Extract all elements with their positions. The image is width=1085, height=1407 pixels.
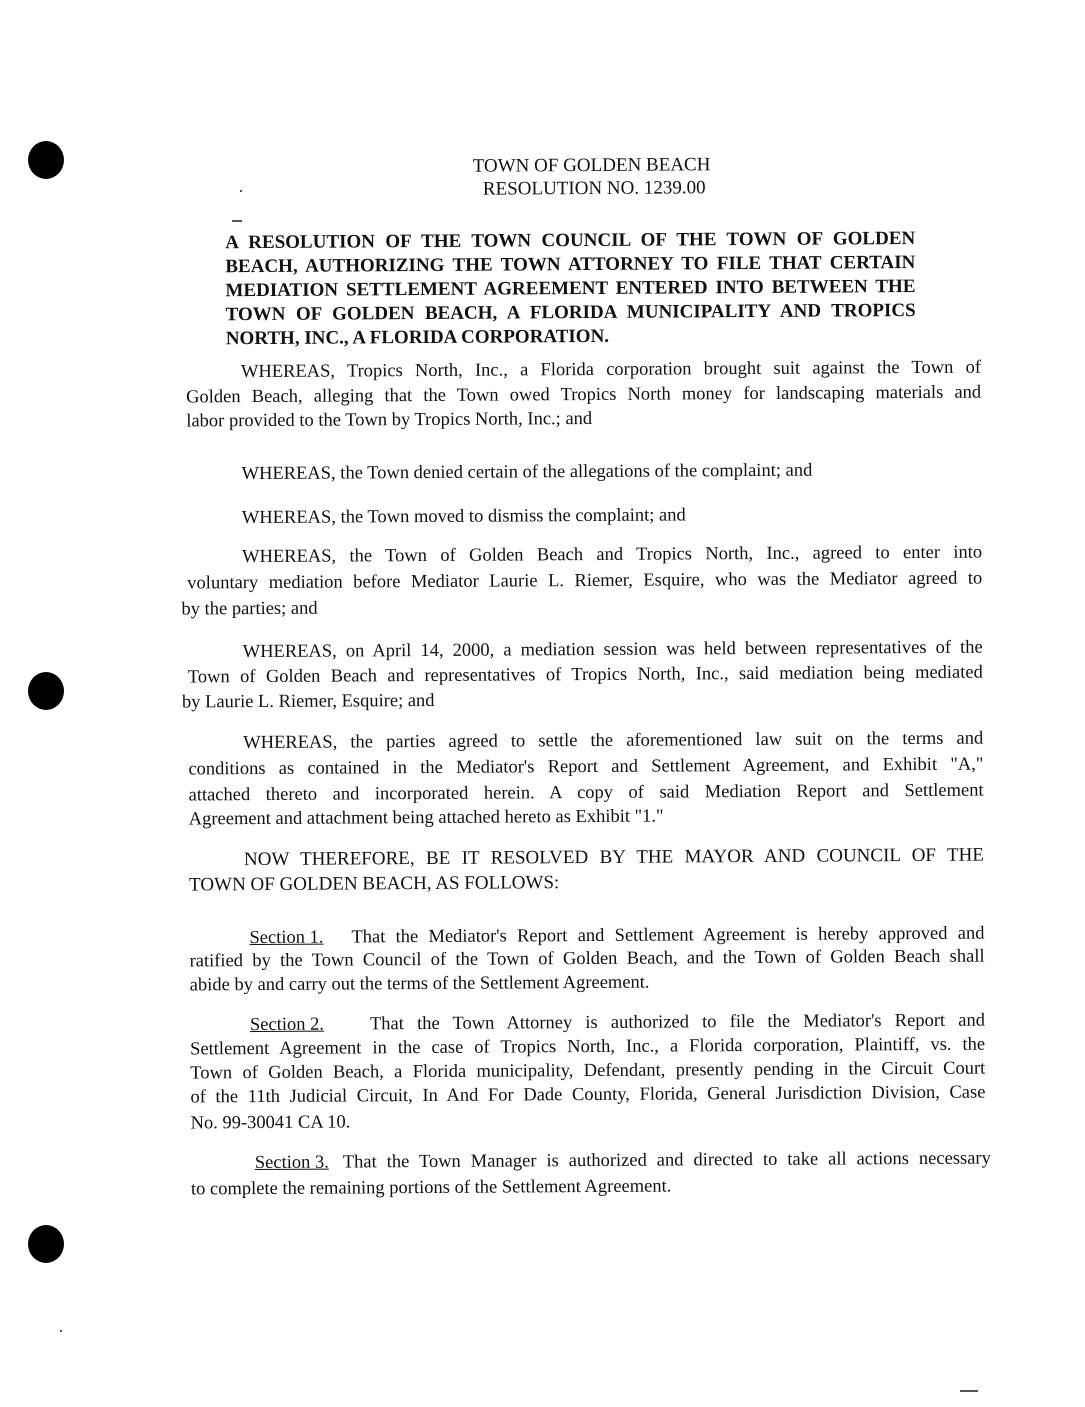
- title-line: TOWN OF GOLDEN BEACH, A FLORIDA MUNICIPALITY AND TROPICS: [225, 300, 916, 326]
- section-label: [249, 927, 323, 949]
- whereas-line: by the parties; and: [181, 598, 318, 620]
- whereas-line: WHEREAS, the Town of Golden Beach and Tropics North, Inc., agreed to enter into: [242, 542, 983, 568]
- whereas-line: voluntary mediation before Mediator Laurie L. Riemer, Esquire, who was the Mediator agreed to: [187, 568, 983, 594]
- whereas-line: Agreement and attachment being attached hereto as Exhibit "1.": [188, 806, 664, 830]
- whereas-line: conditions as contained in the Mediator's Report and Settlement Agreement, and Exhibit "A,": [188, 754, 984, 780]
- section-1-label: Section 1.: [249, 927, 324, 949]
- section-line: ratified by the Town Council of the Town of Golden Beach, and the Town of Golden Beach shall: [189, 946, 985, 972]
- resolution-number: RESOLUTION NO. 1239.00: [482, 177, 706, 200]
- section-line: That the Mediator's Report and Settlement Agreement is hereby approved and: [351, 923, 985, 948]
- whereas-line: Town of Golden Beach and representatives of Tropics North, Inc., said mediation being mediated: [187, 662, 983, 688]
- whereas-line: Golden Beach, alleging that the Town owed Tropics North money for landscaping materials and: [186, 382, 982, 408]
- resolved-line: TOWN OF GOLDEN BEACH, AS FOLLOWS:: [189, 872, 560, 896]
- town-heading: TOWN OF GOLDEN BEACH: [472, 154, 711, 177]
- section-line: Town of Golden Beach, a Florida municipality, Defendant, presently pending in the Circuit Court: [190, 1058, 986, 1084]
- title-line: A RESOLUTION OF THE TOWN COUNCIL OF THE TOWN OF GOLDEN: [225, 228, 916, 254]
- whereas-line: WHEREAS, the Town denied certain of the allegations of the complaint; and: [241, 460, 813, 485]
- section-line: That the Town Manager is authorized and directed to take all actions necessary: [342, 1148, 991, 1173]
- whereas-line: by Laurie L. Riemer, Esquire; and: [181, 690, 435, 713]
- section-line: abide by and carry out the terms of the Settlement Agreement.: [189, 972, 650, 996]
- section-label: [255, 1152, 329, 1174]
- section-3-label: Section 3.: [254, 1152, 329, 1174]
- section-label: [250, 1014, 324, 1036]
- section-line: Settlement Agreement in the case of Tropics North, Inc., a Florida corporation, Plaintiff, vs. the: [190, 1034, 986, 1060]
- whereas-line: labor provided to the Town by Tropics North, Inc.; and: [186, 408, 593, 432]
- scan-speck: [240, 190, 242, 192]
- title-line: BEACH, AUTHORIZING THE TOWN ATTORNEY TO FILE THAT CERTAIN: [225, 252, 916, 278]
- whereas-line: WHEREAS, Tropics North, Inc., a Florida corporation brought suit against the Town of: [240, 357, 982, 383]
- resolved-line: NOW THEREFORE, BE IT RESOLVED BY THE MAYOR AND COUNCIL OF THE: [243, 844, 985, 871]
- title-line: MEDIATION SETTLEMENT AGREEMENT ENTERED INTO BETWEEN THE: [225, 276, 916, 302]
- whereas-line: attached thereto and incorporated herein. A copy of said Mediation Report and Settlement: [188, 780, 984, 806]
- section-line: of the 11th Judicial Circuit, In And For Dade County, Florida, General Jurisdiction Division, Case: [190, 1082, 986, 1108]
- section-line: That the Town Attorney is authorized to file the Mediator's Report and: [369, 1010, 986, 1035]
- whereas-line: WHEREAS, the Town moved to dismiss the complaint; and: [241, 505, 686, 529]
- scan-speck: [60, 1330, 62, 1332]
- title-line: NORTH, INC., A FLORIDA CORPORATION.: [225, 325, 610, 350]
- scan-speck: [232, 220, 242, 222]
- whereas-line: WHEREAS, the parties agreed to settle the aforementioned law suit on the terms and: [243, 728, 984, 754]
- section-line: to complete the remaining portions of the Settlement Agreement.: [190, 1176, 672, 1200]
- section-line: No. 99-30041 CA 10.: [190, 1112, 351, 1134]
- section-2-label: Section 2.: [249, 1014, 325, 1036]
- whereas-line: WHEREAS, on April 14, 2000, a mediation session was held between representatives of the: [242, 637, 983, 663]
- scan-speck: [960, 1390, 978, 1392]
